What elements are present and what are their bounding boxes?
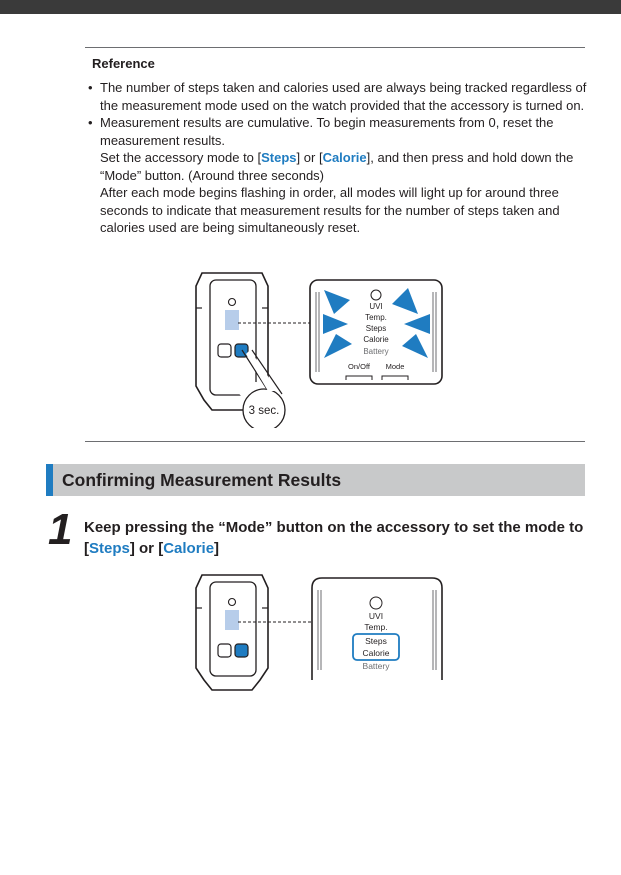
mode-select-figure [190,570,455,695]
label-steps: Steps [365,324,387,333]
top-bar [0,0,621,14]
step-steps-label: Steps [89,539,130,557]
label-battery: Battery [363,347,389,356]
label-on-off: On/Off [348,362,370,371]
label-uvi-2: UVI [368,611,384,621]
reference-bullet-2-line-1: • Measurement results are cumulative. To begin measurements from 0, reset the measurement results. [100,115,554,148]
reference-top-rule [85,47,585,48]
reference-bullet-2-line-3: After each mode begins flashing in order, all modes will light up for around three seconds to indicate that measurement results for the number of steps taken and calories used are being simultaneously reset. [100,185,560,235]
steps-mode-label: Steps [261,150,297,165]
mode-panel [310,280,442,384]
label-calorie-2: Calorie [362,648,390,658]
step-instruction: Keep pressing the “Mode” button on the accessory to set the mode to [Steps] or [Calorie] [84,519,584,557]
reference-bullet-2 [87,114,587,237]
reference-list [87,79,587,237]
label-mode: Mode [385,362,405,371]
section-header [46,464,585,496]
label-temp: Temp. [365,313,387,322]
label-steps-2: Steps [365,636,387,646]
accessory-device-2 [196,575,268,690]
step-number: 1 [48,505,73,554]
mode-panel-2 [312,578,442,680]
label-uvi: UVI [369,302,383,311]
reference-title: Reference [92,56,155,71]
label-temp-2: Temp. [364,622,388,632]
reference-bullet-1: • The number of steps taken and calories used are always being tracked regardless of the measurement mode used on the watch provided that the accessory is turned on. [87,79,587,114]
step-calorie-label: Calorie [163,539,215,557]
reset-figure [190,268,455,428]
label-calorie: Calorie [363,335,389,344]
calorie-mode-label: Calorie [322,150,367,165]
section-title: Confirming Measurement Results [62,470,342,490]
label-battery-2: Battery [362,661,390,671]
reference-bottom-rule [85,441,585,442]
reference-bullet-2-line-2: Set the accessory mode to [Steps] or [Calorie], and then press and hold down the “Mode” button. (Around three seconds) [100,150,574,183]
callout-text: 3 sec. [248,405,280,417]
